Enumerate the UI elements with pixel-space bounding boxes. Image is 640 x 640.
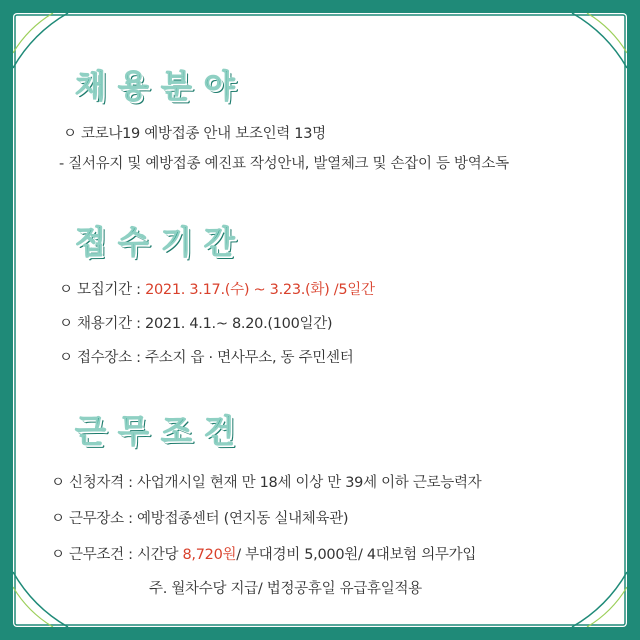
apply-place-line: ㅇ 접수장소 : 주소지 읍 · 면사무소, 동 주민센터 bbox=[59, 350, 354, 366]
recruit-period-line bbox=[59, 278, 375, 299]
work-conditions-suffix: / 부대경비 5,000원/ 4대보험 의무가입 bbox=[236, 547, 477, 563]
recruit-heading: 채용분야 bbox=[75, 67, 247, 105]
qualification-line: ㅇ 신청자격 : 사업개시일 현재 만 18세 이상 만 39세 이하 근로능력자 bbox=[51, 475, 482, 491]
recruit-period-value: 2021. 3.17.(수) ~ 3.23.(화) /5일간 bbox=[145, 282, 375, 298]
notice-card bbox=[13, 13, 627, 627]
work-conditions-extra: 주. 월차수당 지급/ 법정공휴일 유급휴일적용 bbox=[149, 581, 422, 597]
work-heading: 근무조건 bbox=[75, 412, 247, 450]
work-location-line: ㅇ 근무장소 : 예방접종센터 (연지동 실내체육관) bbox=[51, 511, 349, 527]
work-conditions-prefix: ㅇ 근무조건 : 시간당 bbox=[51, 547, 183, 563]
wage-value: 8,720원 bbox=[182, 547, 237, 563]
work-conditions-line bbox=[51, 543, 476, 564]
hire-period-line: ㅇ 채용기간 : 2021. 4.1.~ 8.20.(100일간) bbox=[59, 316, 333, 332]
apply-heading: 접수기간 bbox=[75, 223, 247, 261]
recruit-period-label: ㅇ 모집기간 : bbox=[59, 282, 146, 298]
recruit-line-1: ㅇ 코로나19 예방접종 안내 보조인력 13명 bbox=[63, 126, 326, 142]
recruit-line-2: - 질서유지 및 예방접종 예진표 작성안내, 발열체크 및 손잡이 등 방역소독 bbox=[59, 156, 509, 172]
